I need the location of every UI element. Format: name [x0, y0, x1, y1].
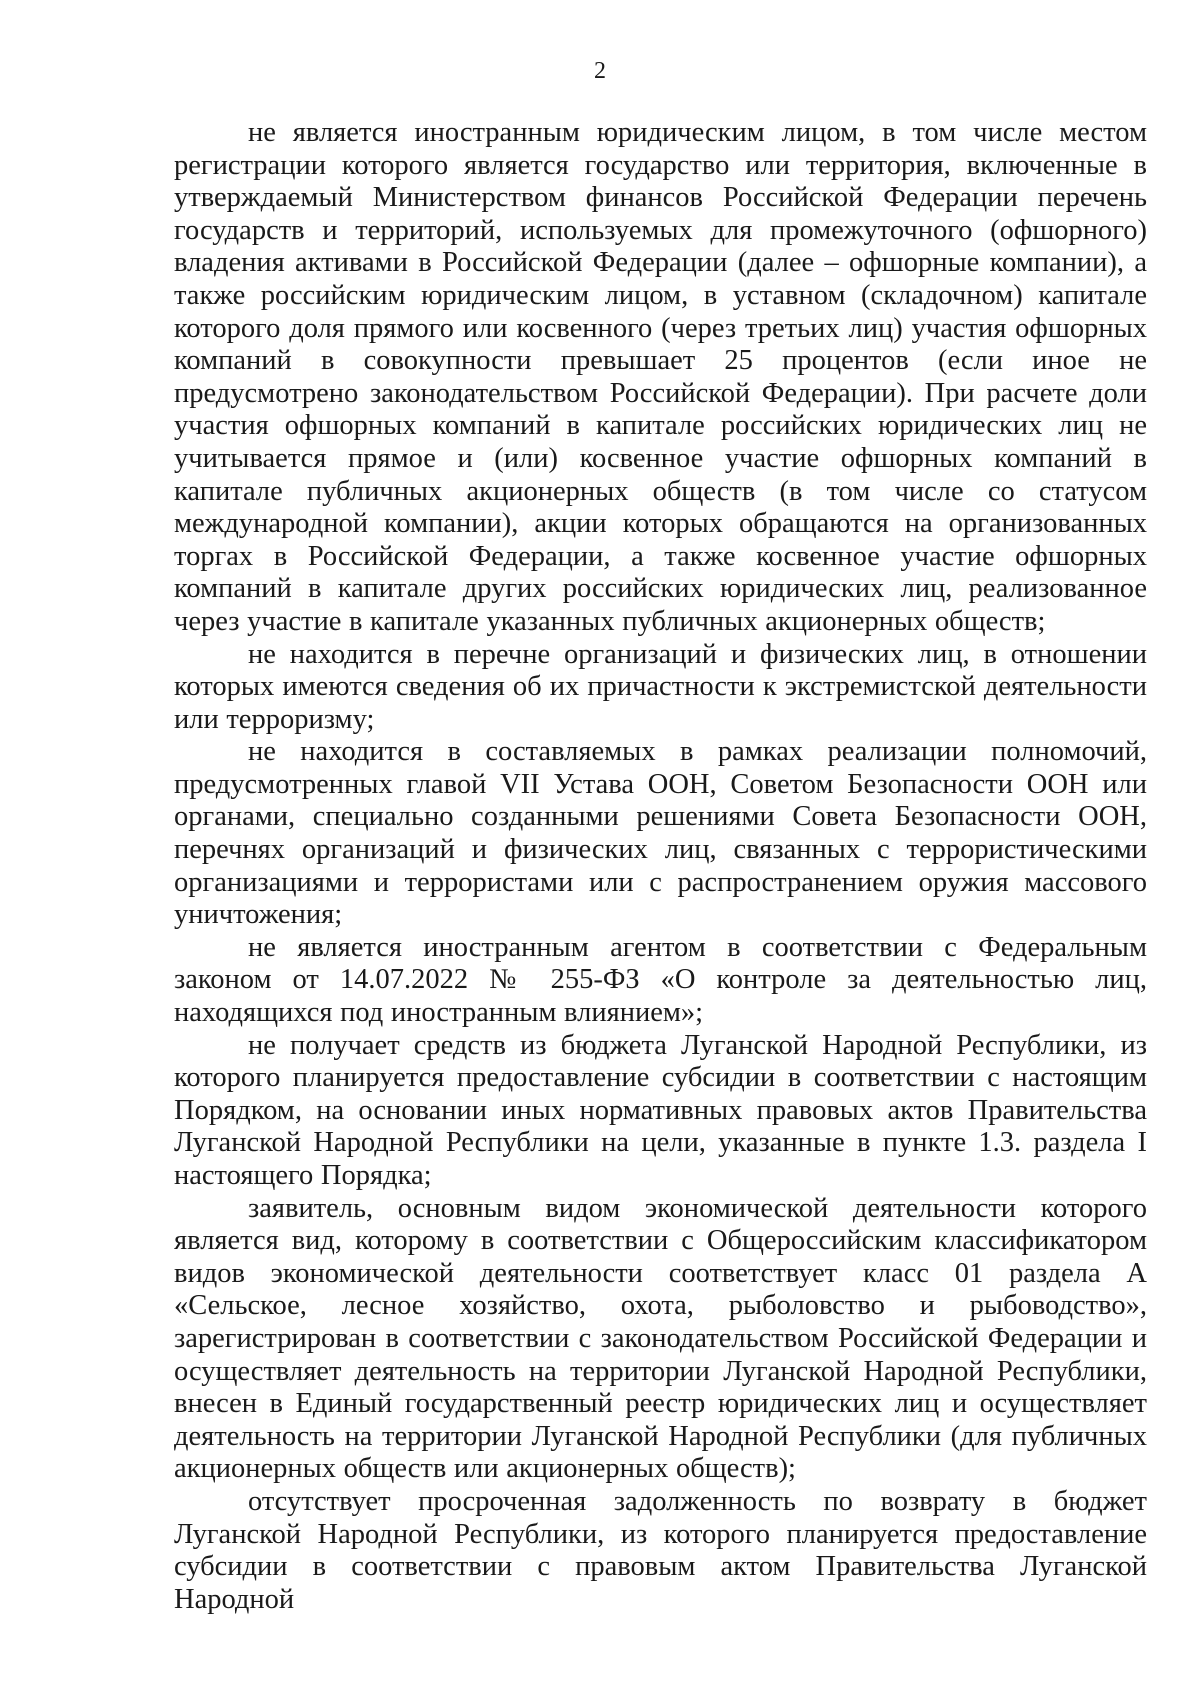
paragraph-un-security-council: не находится в составляемых в рамках реализации полномочий, предусмотренных главой VII Устава ООН, Советом Безопасности ООН или органами, специально созданными решениями Совета Безопасности ООН, перечнях организаций и физических лиц, связанных с террористическими организациями и террористами или с распространением оружия массового уничтожения;	[174, 736, 1147, 931]
document-body	[174, 117, 1147, 1616]
paragraph-extremism-list: не находится в перечне организаций и физических лиц, в отношении которых имеются сведения об их причастности к экстремистской деятельности или терроризму;	[174, 638, 1147, 735]
paragraph-applicant-activity: заявитель, основным видом экономической деятельности которого является вид, которому в соответствии с Общероссийским классификатором видов экономической деятельности соответствует класс 01 раздела А «Сельское, лесное хозяйство, охота, рыболовство и рыбоводство», зарегистрирован в соответствии с законодательством Российской Федерации и осуществляет деятельность на территории Луганской Народной Республики, внесен в Единый государственный реестр юридических лиц и осуществляет деятельность на территории Луганской Народной Республики (для публичных акционерных обществ или акционерных обществ);	[174, 1192, 1147, 1485]
paragraph-foreign-agent: не является иностранным агентом в соответствии с Федеральным законом от 14.07.2022 № 255-ФЗ «О контроле за деятельностью лиц, находящихся под иностранным влиянием»;	[174, 931, 1147, 1029]
paragraph-overdue-debt: отсутствует просроченная задолженность по возврату в бюджет Луганской Народной Республики, из которого планируется предоставление субсидии в соответствии с правовым актом Правительства Луганской Народной	[174, 1485, 1147, 1615]
paragraph-budget-funds: не получает средств из бюджета Луганской Народной Республики, из которого планируется предоставление субсидии в соответствии с настоящим Порядком, на основании иных нормативных правовых актов Правительства Луганской Народной Республики на цели, указанные в пункте 1.3. раздела I настоящего Порядка;	[174, 1029, 1147, 1191]
page-number: 2	[594, 58, 606, 84]
paragraph-offshore-companies: не является иностранным юридическим лицом, в том числе местом регистрации которого является государство или территория, включенные в утверждаемый Министерством финансов Российской Федерации перечень государств и территорий, используемых для промежуточного (офшорного) владения активами в Российской Федерации (далее – офшорные компании), а также российским юридическим лицом, в уставном (складочном) капитале которого доля прямого или косвенного (через третьих лиц) участия офшорных компаний в совокупности превышает 25 процентов (если иное не предусмотрено законодательством Российской Федерации). При расчете доли участия офшорных компаний в капитале российских юридических лиц не учитывается прямое и (или) косвенное участие офшорных компаний в капитале публичных акционерных обществ (в том числе со статусом международной компании), акции которых обращаются на организованных торгах в Российской Федерации, а также косвенное участие офшорных компаний в капитале других российских юридических лиц, реализованное через участие в капитале указанных публичных акционерных обществ;	[174, 117, 1147, 637]
